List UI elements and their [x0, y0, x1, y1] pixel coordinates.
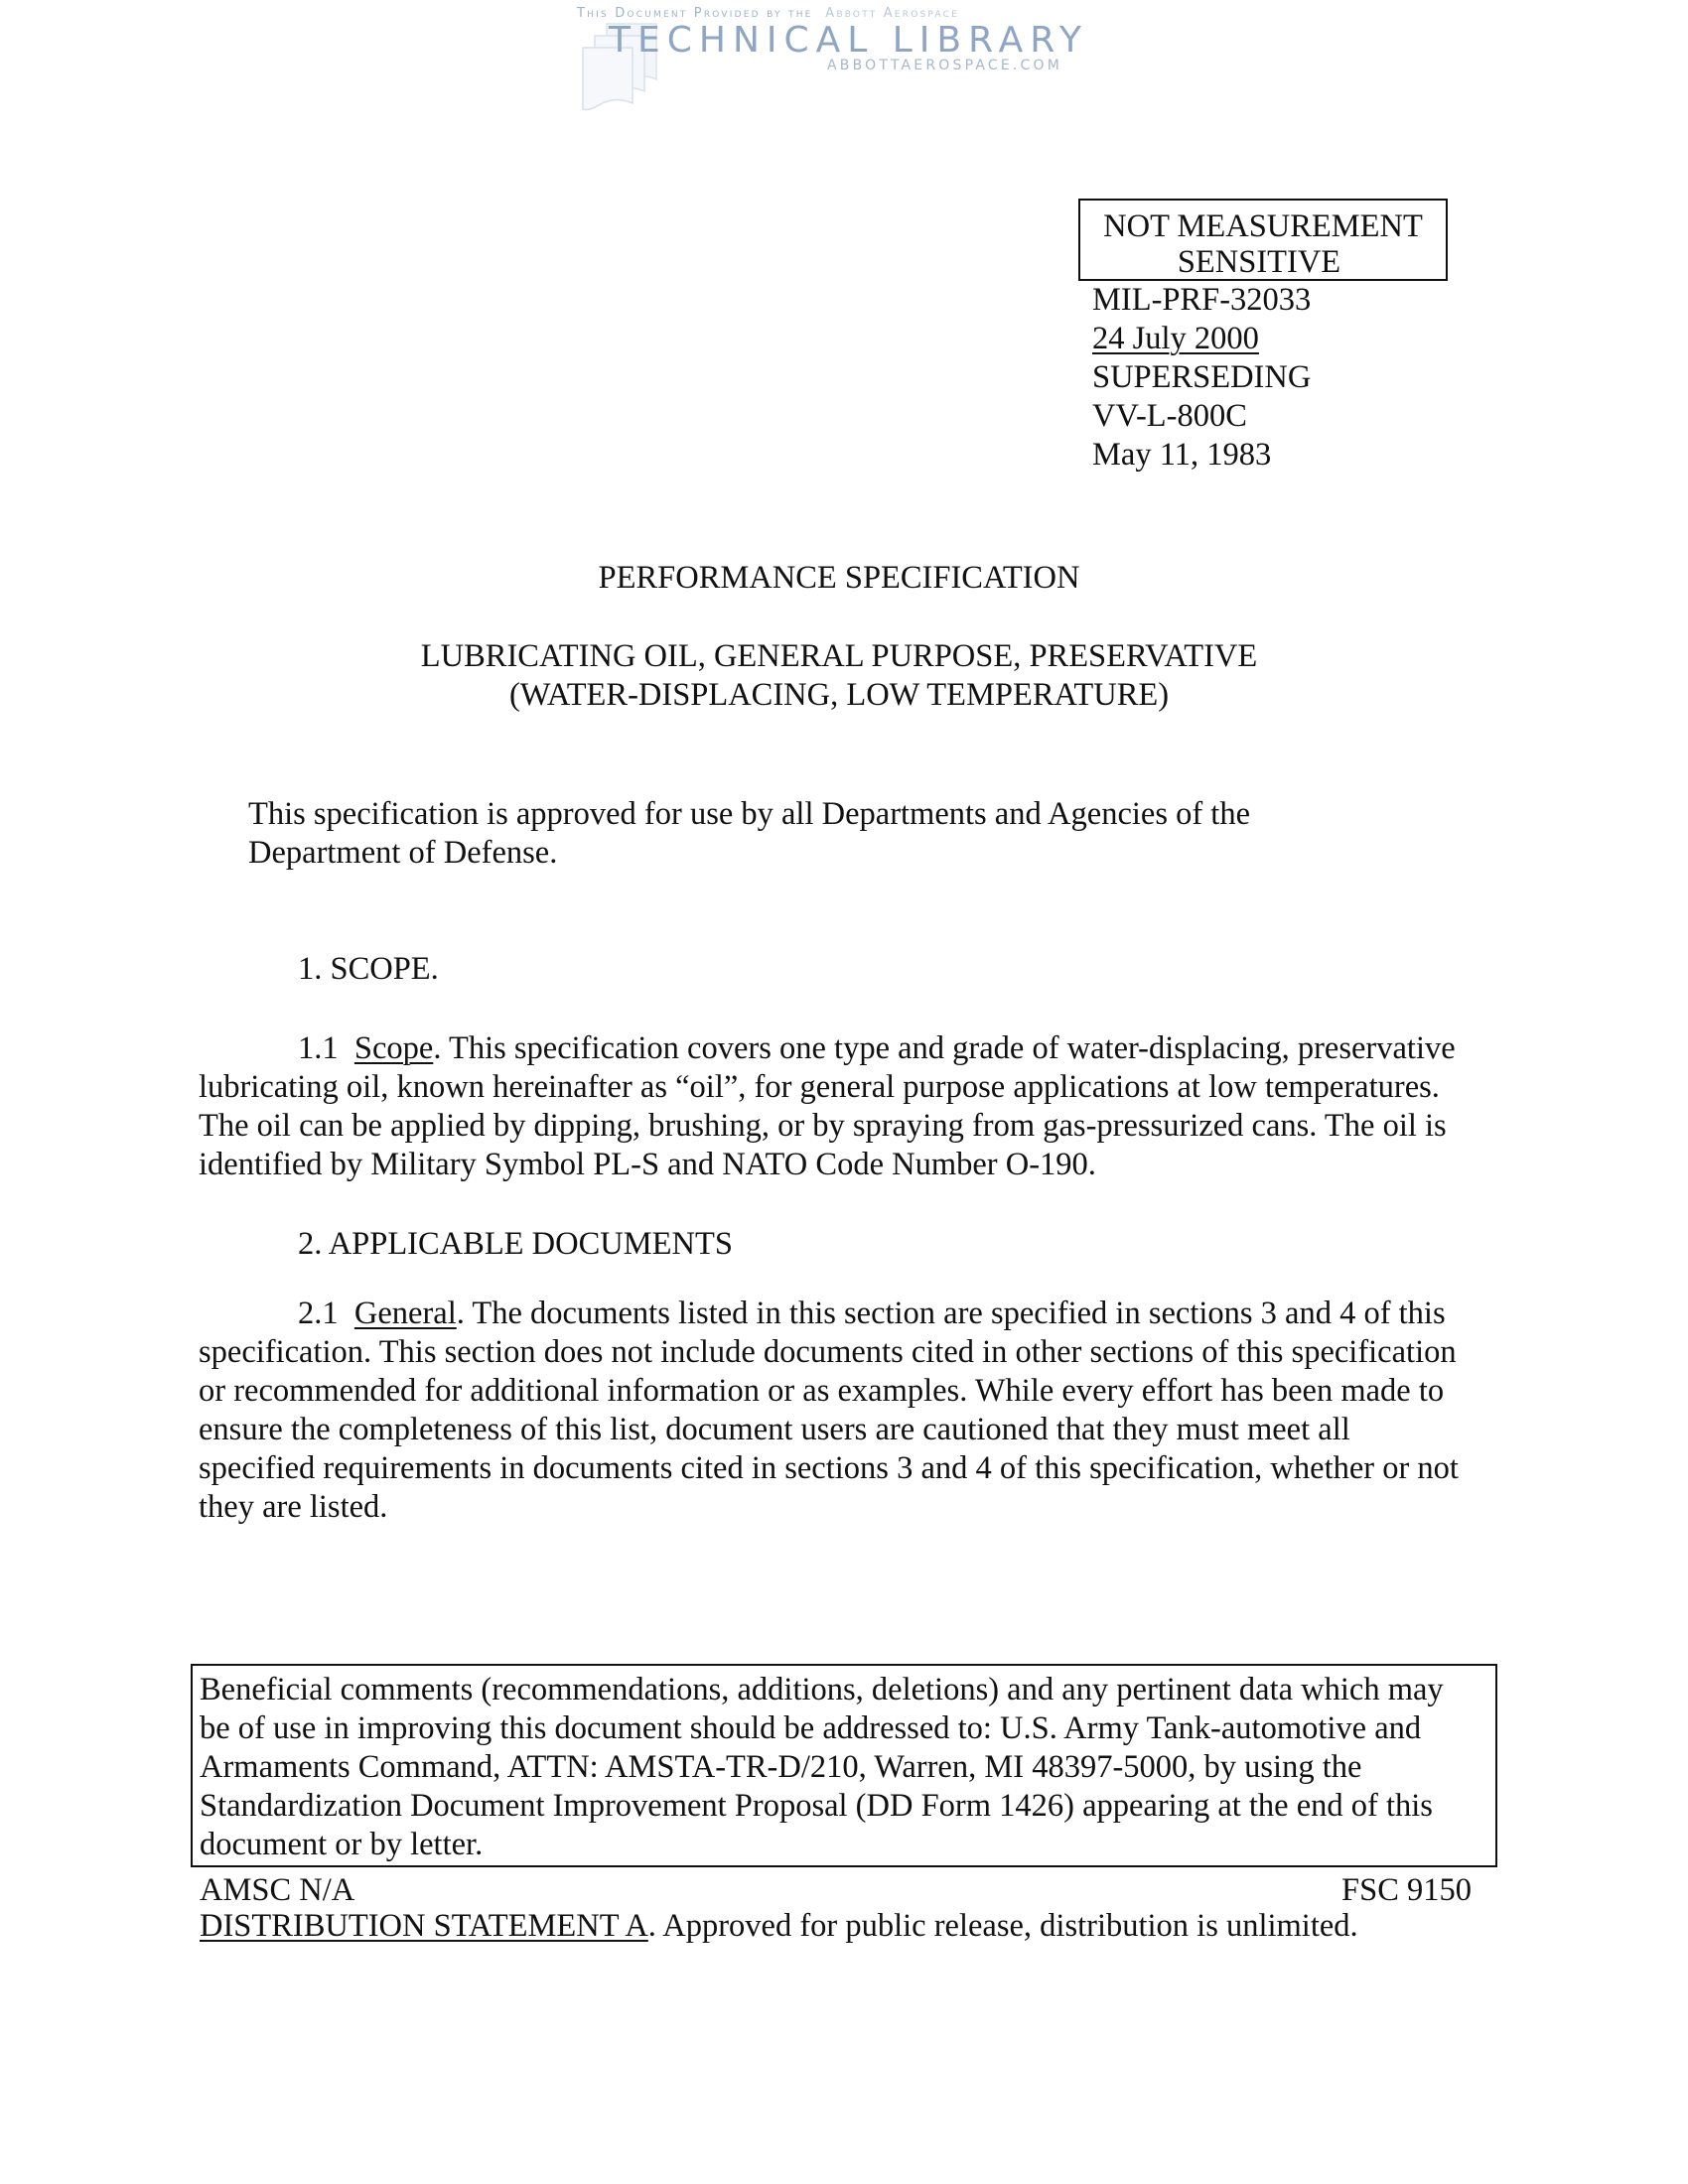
- section-2-1-line-3: or recommended for additional information or as examples. While every effort has been made to: [199, 1373, 1445, 1409]
- document-title-line-2: (WATER-DISPLACING, LOW TEMPERATURE): [508, 677, 1170, 713]
- distribution-statement-text: . Approved for public release, distribution is unlimited.: [647, 1908, 1358, 1944]
- watermark-title: TECHNICAL LIBRARY: [609, 20, 1089, 61]
- section-1-1-number: 1.1: [298, 1030, 339, 1066]
- measurement-box-line-2: SENSITIVE: [1177, 244, 1341, 280]
- watermark-url: ABBOTTAEROSPACE.COM: [827, 58, 1063, 73]
- document-number: MIL-PRF-32033: [1092, 282, 1312, 318]
- distribution-statement: [200, 1910, 1358, 1943]
- section-1-heading: 1. SCOPE.: [298, 951, 439, 987]
- comment-line-4: Standardization Document Improvement Proposal (DD Form 1426) appearing at the end of this: [200, 1788, 1433, 1824]
- document-date: 24 July 2000: [1092, 321, 1259, 356]
- comment-line-5: document or by letter.: [200, 1827, 484, 1862]
- watermark-provided-by: [577, 6, 959, 21]
- watermark-logo: [571, 0, 1087, 114]
- section-2-1-first-line-text: . The documents listed in this section are specified in sections 3 and 4 of this: [456, 1296, 1446, 1331]
- section-1-1-line-3: The oil can be applied by dipping, brushing, or by spraying from gas-pressurized cans. The oil is: [199, 1108, 1447, 1144]
- section-1-1-first-line-text: . This specification covers one type and grade of water-displacing, preservative: [433, 1030, 1456, 1066]
- section-2-1-number: 2.1: [298, 1296, 339, 1331]
- section-2-1-line-5: specified requirements in documents cited in sections 3 and 4 of this specification, whether or not: [199, 1450, 1459, 1486]
- section-2-1-first-line: [298, 1297, 1446, 1330]
- comment-line-1: Beneficial comments (recommendations, additions, deletions) and any pertinent data which may: [200, 1672, 1444, 1707]
- section-2-1-line-2: specification. This section does not include documents cited in other sections of this specification: [199, 1334, 1457, 1370]
- superseding-label: SUPERSEDING: [1092, 359, 1312, 395]
- approval-line-1: This specification is approved for use by all Departments and Agencies of the: [248, 796, 1251, 832]
- watermark-brand-text: Abbott Aerospace: [825, 6, 960, 21]
- comment-line-2: be of use in improving this document should be addressed to: U.S. Army Tank-automotive and: [200, 1710, 1422, 1746]
- amsc-label: AMSC N/A: [200, 1872, 355, 1908]
- specification-type: PERFORMANCE SPECIFICATION: [598, 560, 1080, 596]
- section-2-1-title: General: [353, 1296, 457, 1331]
- section-1-1-line-4: identified by Military Symbol PL-S and NATO Code Number O-190.: [199, 1147, 1096, 1182]
- measurement-box-line-1: NOT MEASUREMENT: [1103, 208, 1423, 244]
- approval-line-2: Department of Defense.: [248, 835, 558, 871]
- watermark-provided-by-text: This Document Provided by the: [577, 6, 813, 21]
- section-2-1-line-4: ensure the completeness of this list, document users are cautioned that they must meet all: [199, 1412, 1350, 1447]
- section-1-1-title: Scope: [353, 1030, 434, 1066]
- comment-line-3: Armaments Command, ATTN: AMSTA-TR-D/210, Warren, MI 48397-5000, by using the: [200, 1749, 1362, 1785]
- distribution-statement-label: DISTRIBUTION STATEMENT A: [200, 1908, 648, 1944]
- measurement-sensitivity-box: [1078, 199, 1448, 281]
- fsc-label: FSC 9150: [1341, 1872, 1472, 1908]
- section-2-heading: 2. APPLICABLE DOCUMENTS: [298, 1226, 733, 1262]
- document-title-line-1: LUBRICATING OIL, GENERAL PURPOSE, PRESERVATIVE: [420, 638, 1258, 674]
- section-1-1-line-2: lubricating oil, known hereinafter as “oil”, for general purpose applications at low temperatures.: [199, 1069, 1440, 1105]
- superseded-document: VV-L-800C: [1092, 398, 1247, 434]
- section-2-1-line-6: they are listed.: [199, 1489, 388, 1525]
- superseded-date: May 11, 1983: [1092, 437, 1272, 473]
- section-1-1-first-line: [298, 1032, 1456, 1065]
